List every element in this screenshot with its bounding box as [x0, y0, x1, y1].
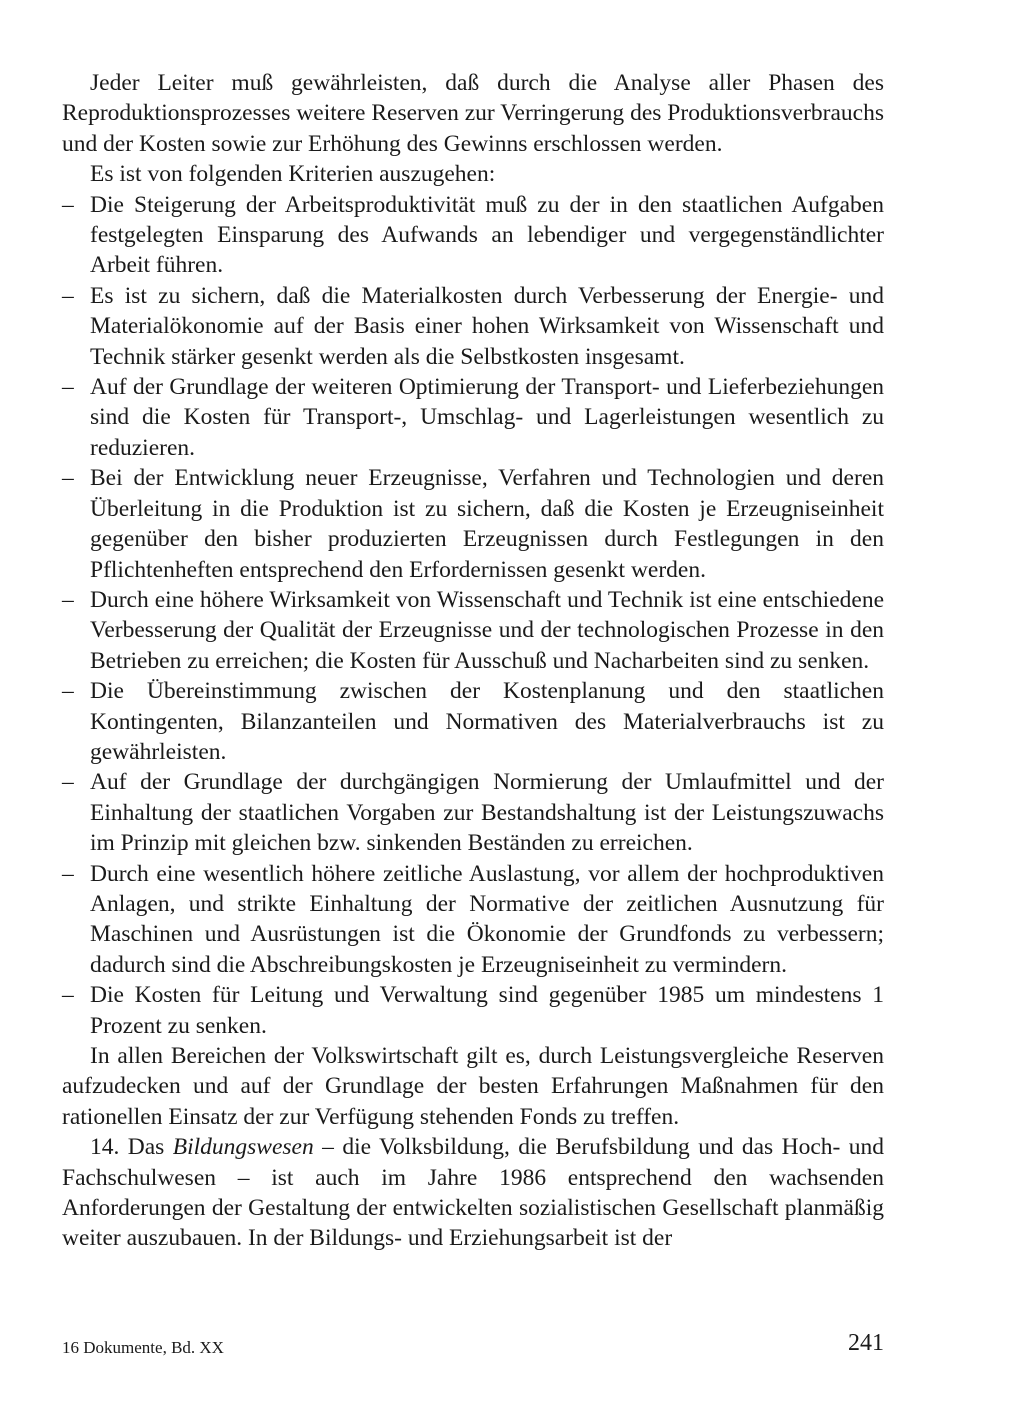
- list-item: [62, 372, 884, 463]
- signature-mark: 16 Dokumente, Bd. XX: [62, 1338, 224, 1357]
- list-item-text: Die Steigerung der Arbeitsproduktivität muß zu der in den staatlichen Aufgaben festgelegten Einsparung des Aufwands an lebendiger und vergegenständlichter Arbeit führen.: [90, 191, 884, 279]
- criteria-list: [62, 190, 884, 1041]
- section-14-emphasis: Bildungswesen: [172, 1134, 314, 1161]
- dash-marker: –: [62, 465, 74, 492]
- section-14-paragraph: [62, 1132, 884, 1254]
- list-item: [62, 463, 884, 585]
- list-item: [62, 676, 884, 767]
- closing-paragraph: In allen Bereichen der Volkswirtschaft gilt es, durch Leistungsvergleiche Reserven aufzudecken und auf der Grundlage der besten Erfahrungen Maßnahmen für den rationellen Einsatz der zur Verfügung stehenden Fonds zu treffen.: [62, 1043, 884, 1130]
- list-item-text: Auf der Grundlage der weiteren Optimierung der Transport- und Lieferbeziehungen sind die Kosten für Transport-, Umschlag- und Lagerleistungen wesentlich zu reduzieren.: [90, 374, 884, 461]
- list-item: [62, 585, 884, 676]
- dash-marker: –: [62, 282, 74, 309]
- section-14-text: – die Volksbildung, die Berufsbildung und das Hoch- und Fachschulwesen – ist auch im Jahre 1986 entsprechend den wachsenden Anforderungen der Gestaltung der entwickelten sozialistischen Gesellschaft planmäßig weiter auszubauen. In der Bildungs- und Erziehungsarbeit ist der: [62, 1134, 885, 1252]
- dash-marker: –: [62, 374, 74, 401]
- list-item-text: Die Kosten für Leitung und Verwaltung sind gegenüber 1985 um mindestens 1 Prozent zu senken.: [90, 982, 884, 1039]
- list-item: [62, 281, 884, 372]
- page-footer: [62, 1330, 884, 1364]
- list-item-text: Bei der Entwicklung neuer Erzeugnisse, Verfahren und Technologien und deren Überleitung in die Produktion ist zu sichern, daß die Kosten je Erzeugniseinheit gegenüber den bisher produzierten Erzeugnissen durch Festlegungen in den Pflichtenheften entsprechend den Erfordernissen gesenkt werden.: [90, 465, 884, 583]
- dash-marker: –: [62, 678, 74, 705]
- list-item-text: Auf der Grundlage der durchgängigen Normierung der Umlaufmittel und der Einhaltung der staatlichen Vorgaben zur Bestandshaltung ist der Leistungszuwachs im Prinzip mit gleichen bzw. sinkenden Beständen zu erreichen.: [90, 769, 884, 857]
- document-page: [62, 68, 884, 1254]
- list-item-text: Durch eine wesentlich höhere zeitliche Auslastung, vor allem der hochproduktiven Anlagen, und strikte Einhaltung der Normative der zeitlichen Ausnutzung für Maschinen und Ausrüstungen ist die Ökonomie der Grundfonds zu verbessern; dadurch sind die Abschreibungskosten je Erzeugniseinheit zu vermindern.: [90, 860, 884, 978]
- criteria-lead: Es ist von folgenden Kriterien auszugehen:: [90, 161, 496, 188]
- dash-marker: –: [62, 769, 74, 796]
- list-item-text: Durch eine höhere Wirksamkeit von Wissenschaft und Technik ist eine entschiedene Verbesserung der Qualität der Erzeugnisse und der technologischen Prozesse in den Betrieben zu erreichen; die Kosten für Ausschuß und Nacharbeiten sind zu senken.: [90, 586, 884, 674]
- dash-marker: –: [62, 860, 74, 887]
- dash-marker: –: [62, 191, 74, 218]
- section-14-prefix: 14. Das: [90, 1134, 173, 1161]
- list-item: [62, 859, 884, 981]
- list-item: [62, 767, 884, 858]
- list-item: [62, 980, 884, 1041]
- list-item-text: Die Übereinstimmung zwischen der Kostenplanung und den staatlichen Kontingenten, Bilanzanteilen und Normativen des Materialverbrauchs ist zu gewährleisten.: [90, 678, 884, 765]
- list-item: [62, 190, 884, 281]
- list-item-text: Es ist zu sichern, daß die Materialkosten durch Verbesserung der Energie- und Materialökonomie auf der Basis einer hohen Wirksamkeit von Wissenschaft und Technik stärker gesenkt werden als die Selbstkosten insgesamt.: [90, 282, 884, 370]
- page-number: 241: [848, 1330, 884, 1356]
- intro-paragraph: Jeder Leiter muß gewährleisten, daß durch die Analyse aller Phasen des Reproduktionsprozesses weitere Reserven zur Verringerung des Produktionsverbrauchs und der Kosten sowie zur Erhöhung des Gewinns erschlossen werden.: [62, 70, 884, 157]
- dash-marker: –: [62, 982, 74, 1009]
- dash-marker: –: [62, 586, 74, 613]
